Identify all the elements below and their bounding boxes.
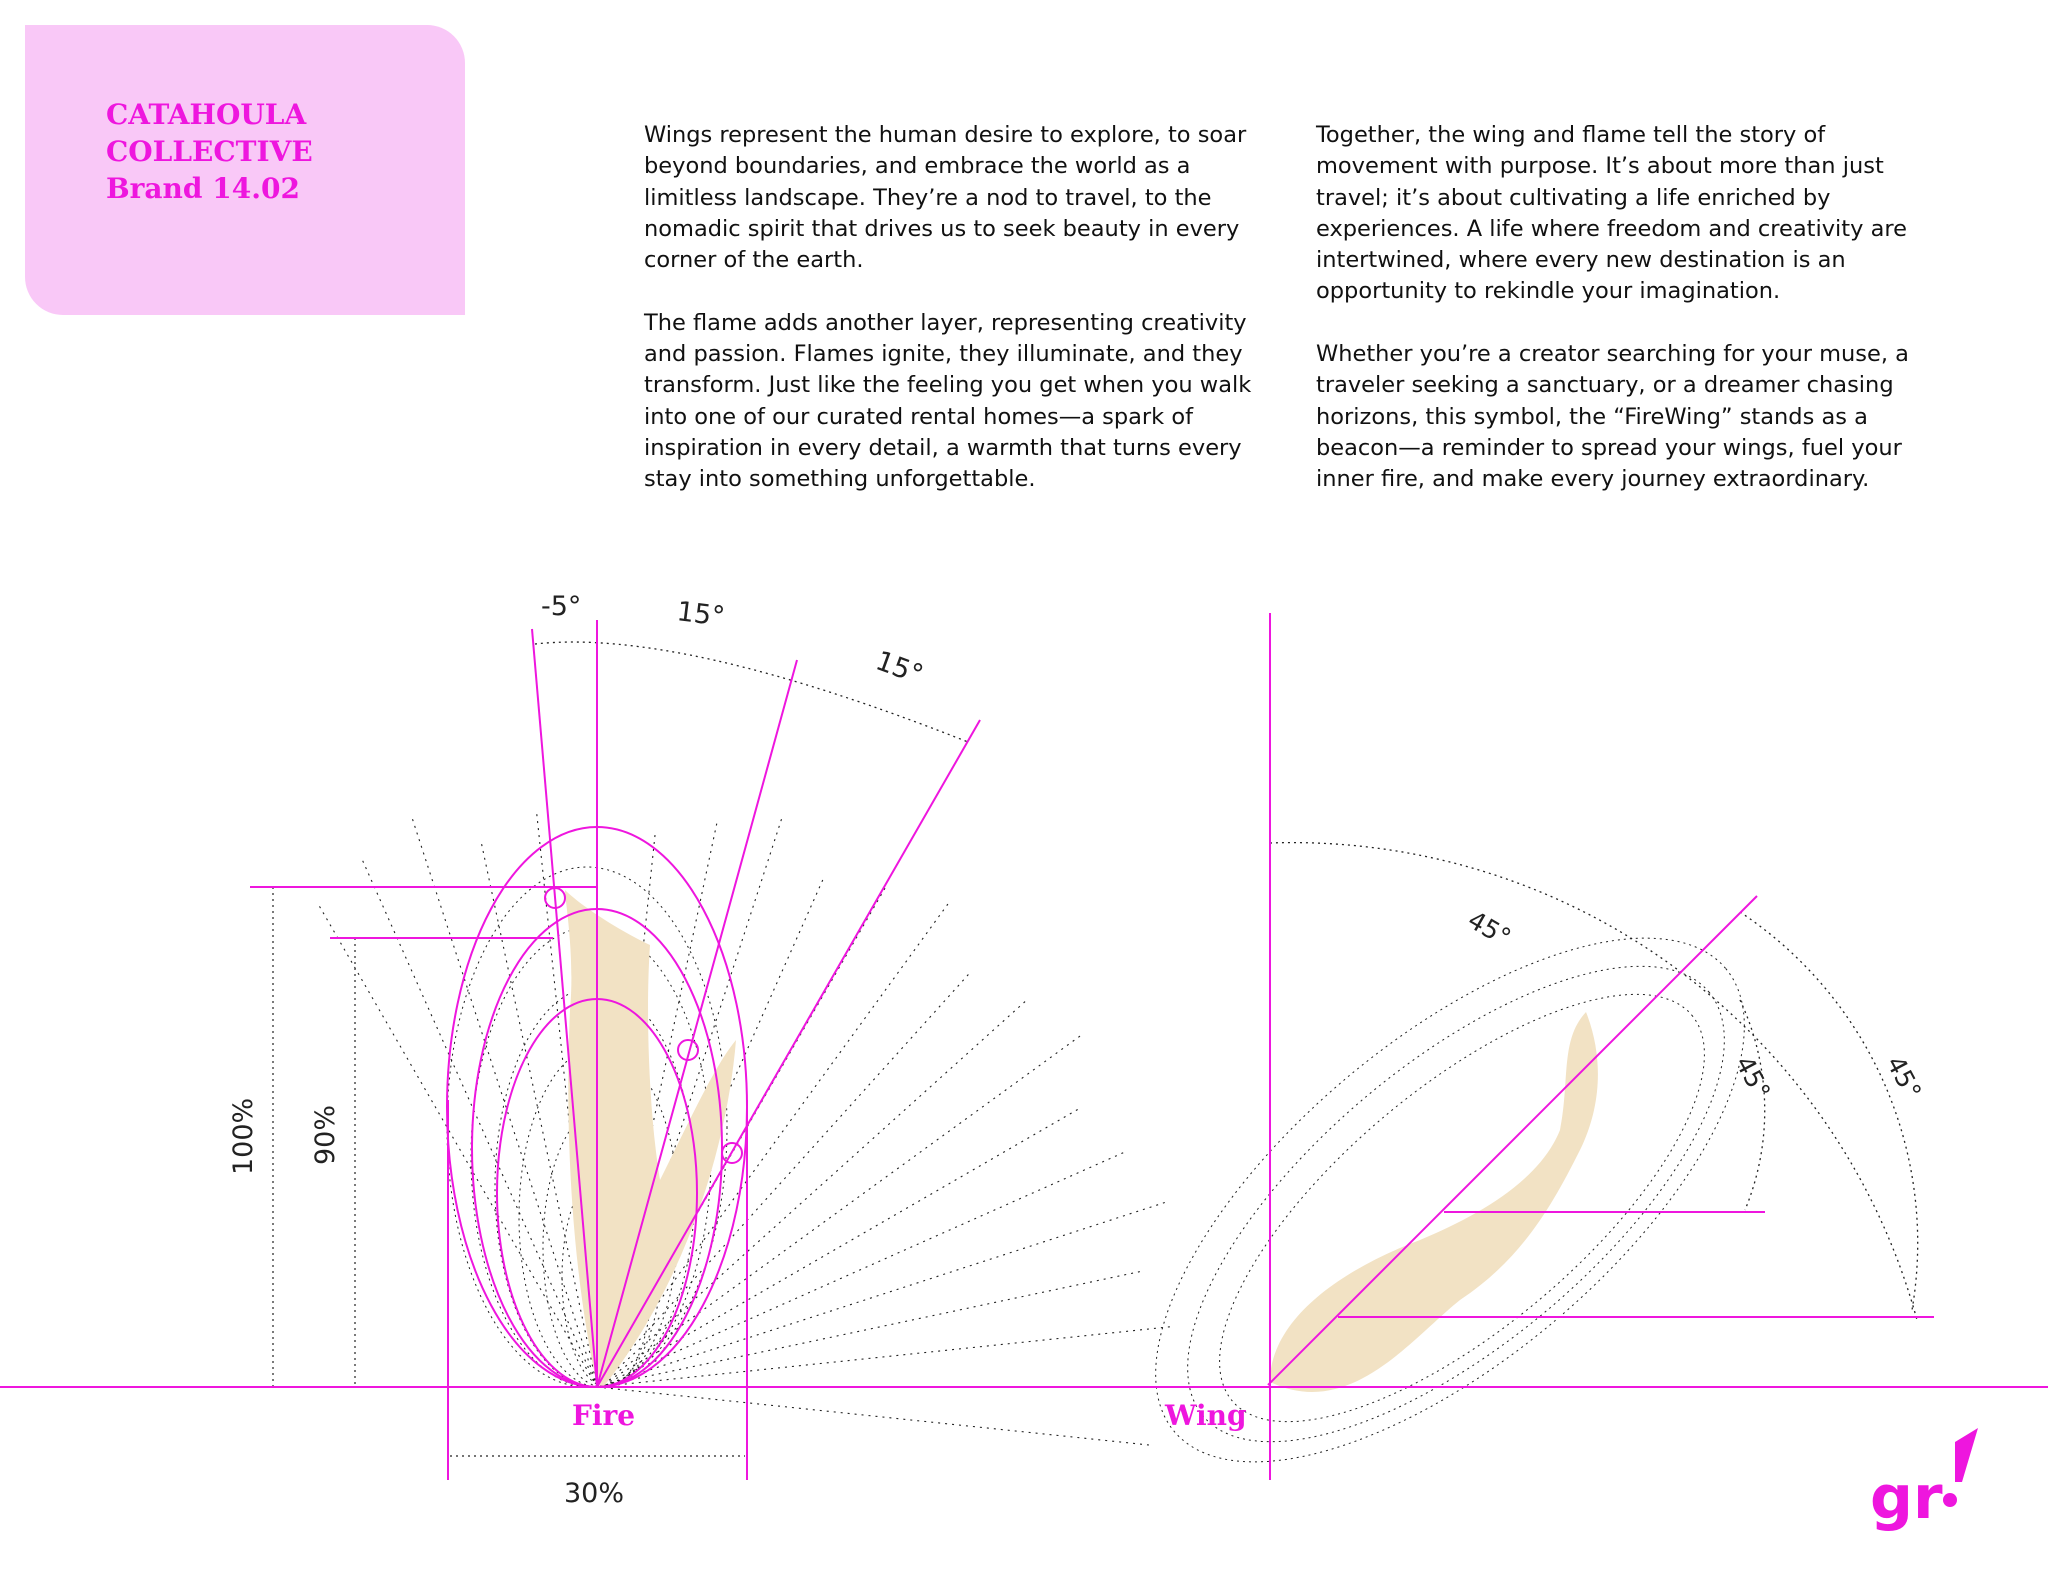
brand-title-line: Brand 14.02 bbox=[106, 172, 300, 205]
fire-label: Fire bbox=[572, 1399, 636, 1432]
wing-angle-label: 45° bbox=[1729, 1051, 1777, 1104]
brand-title-line: COLLECTIVE bbox=[106, 135, 313, 168]
guide-ellipse bbox=[1071, 846, 1828, 1554]
height-90-label: 90% bbox=[310, 1104, 341, 1165]
logo-exclaim-icon bbox=[1955, 1428, 1978, 1482]
guide-ellipse bbox=[1155, 923, 1769, 1493]
logo-text: gr bbox=[1870, 1463, 1943, 1533]
logo-dot-icon bbox=[1943, 1493, 1957, 1507]
width-30-label: 30% bbox=[564, 1478, 625, 1509]
wing-angle-label: 45° bbox=[1463, 905, 1516, 953]
wing-label: Wing bbox=[1165, 1399, 1247, 1432]
wing-guide-ellipses bbox=[1071, 846, 1828, 1554]
guide-ray bbox=[597, 1387, 1154, 1446]
wing-angle-label: 45° bbox=[1880, 1051, 1928, 1104]
fire-angle-label: 15° bbox=[675, 596, 727, 633]
gr-logo bbox=[1870, 1428, 1978, 1533]
paragraph: Together, the wing and flame tell the story of movement with purpose. It’s about more than just travel; it’s about cultivating a life enriched by experiences. A life where freedom and creativity are intertwined, where every new destination is an opportunity to rekindle your imagination. bbox=[1316, 122, 1907, 305]
guide-ray bbox=[317, 902, 597, 1387]
paragraph: Wings represent the human desire to explore, to soar beyond boundaries, and embrace the world as a limitless landscape. They’re a nod to travel, to the nomadic spirit that drives us to seek beauty in every corner of the earth. bbox=[644, 122, 1247, 274]
fire-angle-label: -5° bbox=[541, 591, 582, 622]
paragraph: The flame adds another layer, representing creativity and passion. Flames ignite, they illuminate, and they transform. Just like the feeling you get when you walk into one of our curated rental homes—a spark of inspiration in every detail, a warmth that turns every stay into something unforgettable. bbox=[644, 309, 1252, 493]
guide-ray bbox=[361, 857, 597, 1387]
height-100-label: 100% bbox=[228, 1097, 259, 1175]
paragraph: Whether you’re a creator searching for your muse, a traveler seeking a sanctuary, or a dreamer chasing horizons, this symbol, the “FireWing” stands as a beacon—a reminder to spread your wings, fuel your inner fire, and make every journey extraordinary. bbox=[1316, 341, 1909, 493]
fire-angle-label: 15° bbox=[871, 645, 928, 691]
brand-title-line: CATAHOULA bbox=[106, 98, 307, 131]
